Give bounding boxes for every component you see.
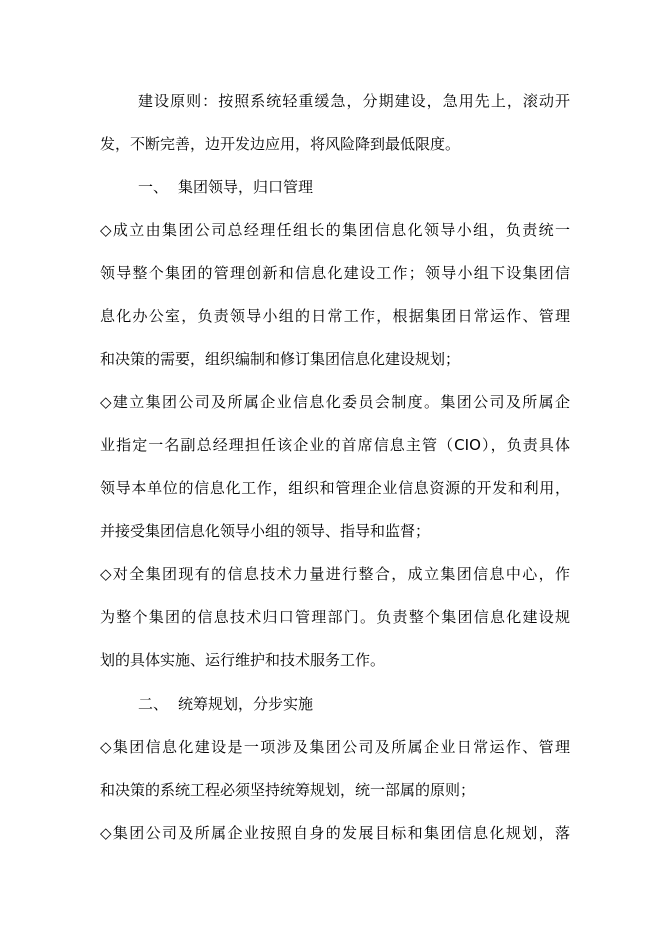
text-line: 息化办公室，负责领导小组的日常工作，根据集团日常运作、管理 (100, 307, 570, 325)
text-line: ◇集团公司及所属企业按照自身的发展目标和集团信息化规划，落 (100, 824, 570, 842)
section-title: 集团领导，归口管理 (178, 178, 314, 196)
section-title: 统筹规划，分步实施 (178, 695, 314, 713)
text-line: 业指定一名副总经理担任该企业的首席信息主管（CIO），负责具体 (100, 436, 570, 454)
text-line: ◇对全集团现有的信息技术力量进行整合，成立集团信息中心，作 (100, 565, 570, 583)
text-line: 领导整个集团的管理创新和信息化建设工作；领导小组下设集团信 (100, 264, 570, 282)
text-line: 为整个集团的信息技术归口管理部门。负责整个集团信息化建设规 (100, 608, 570, 626)
text-line: 建设原则：按照系统轻重缓急，分期建设，急用先上，滚动开 (138, 92, 570, 110)
text-line: ◇集团信息化建设是一项涉及集团公司及所属企业日常运作、管理 (100, 738, 570, 756)
text-line: ◇建立集团公司及所属企业信息化委员会制度。集团公司及所属企 (100, 393, 570, 411)
section-number: 一、 (138, 178, 169, 196)
section-number: 二、 (138, 695, 169, 713)
text-line: 和决策的需要，组织编制和修订集团信息化建设规划； (100, 350, 461, 368)
section-heading (138, 175, 313, 199)
section-heading (138, 692, 313, 716)
text-line: 和决策的系统工程必须坚持统筹规划，统一部属的原则； (100, 781, 476, 799)
text-line: 领导本单位的信息化工作，组织和管理企业信息资源的开发和利用， (100, 479, 570, 497)
text-line: 划的具体实施、运行维护和技术服务工作。 (100, 651, 386, 669)
text-line: ◇成立由集团公司总经理任组长的集团信息化领导小组，负责统一 (100, 221, 570, 239)
text-line: 并接受集团信息化领导小组的领导、指导和监督； (100, 522, 431, 540)
text-line: 发，不断完善，边开发边应用，将风险降到最低限度。 (100, 135, 461, 153)
